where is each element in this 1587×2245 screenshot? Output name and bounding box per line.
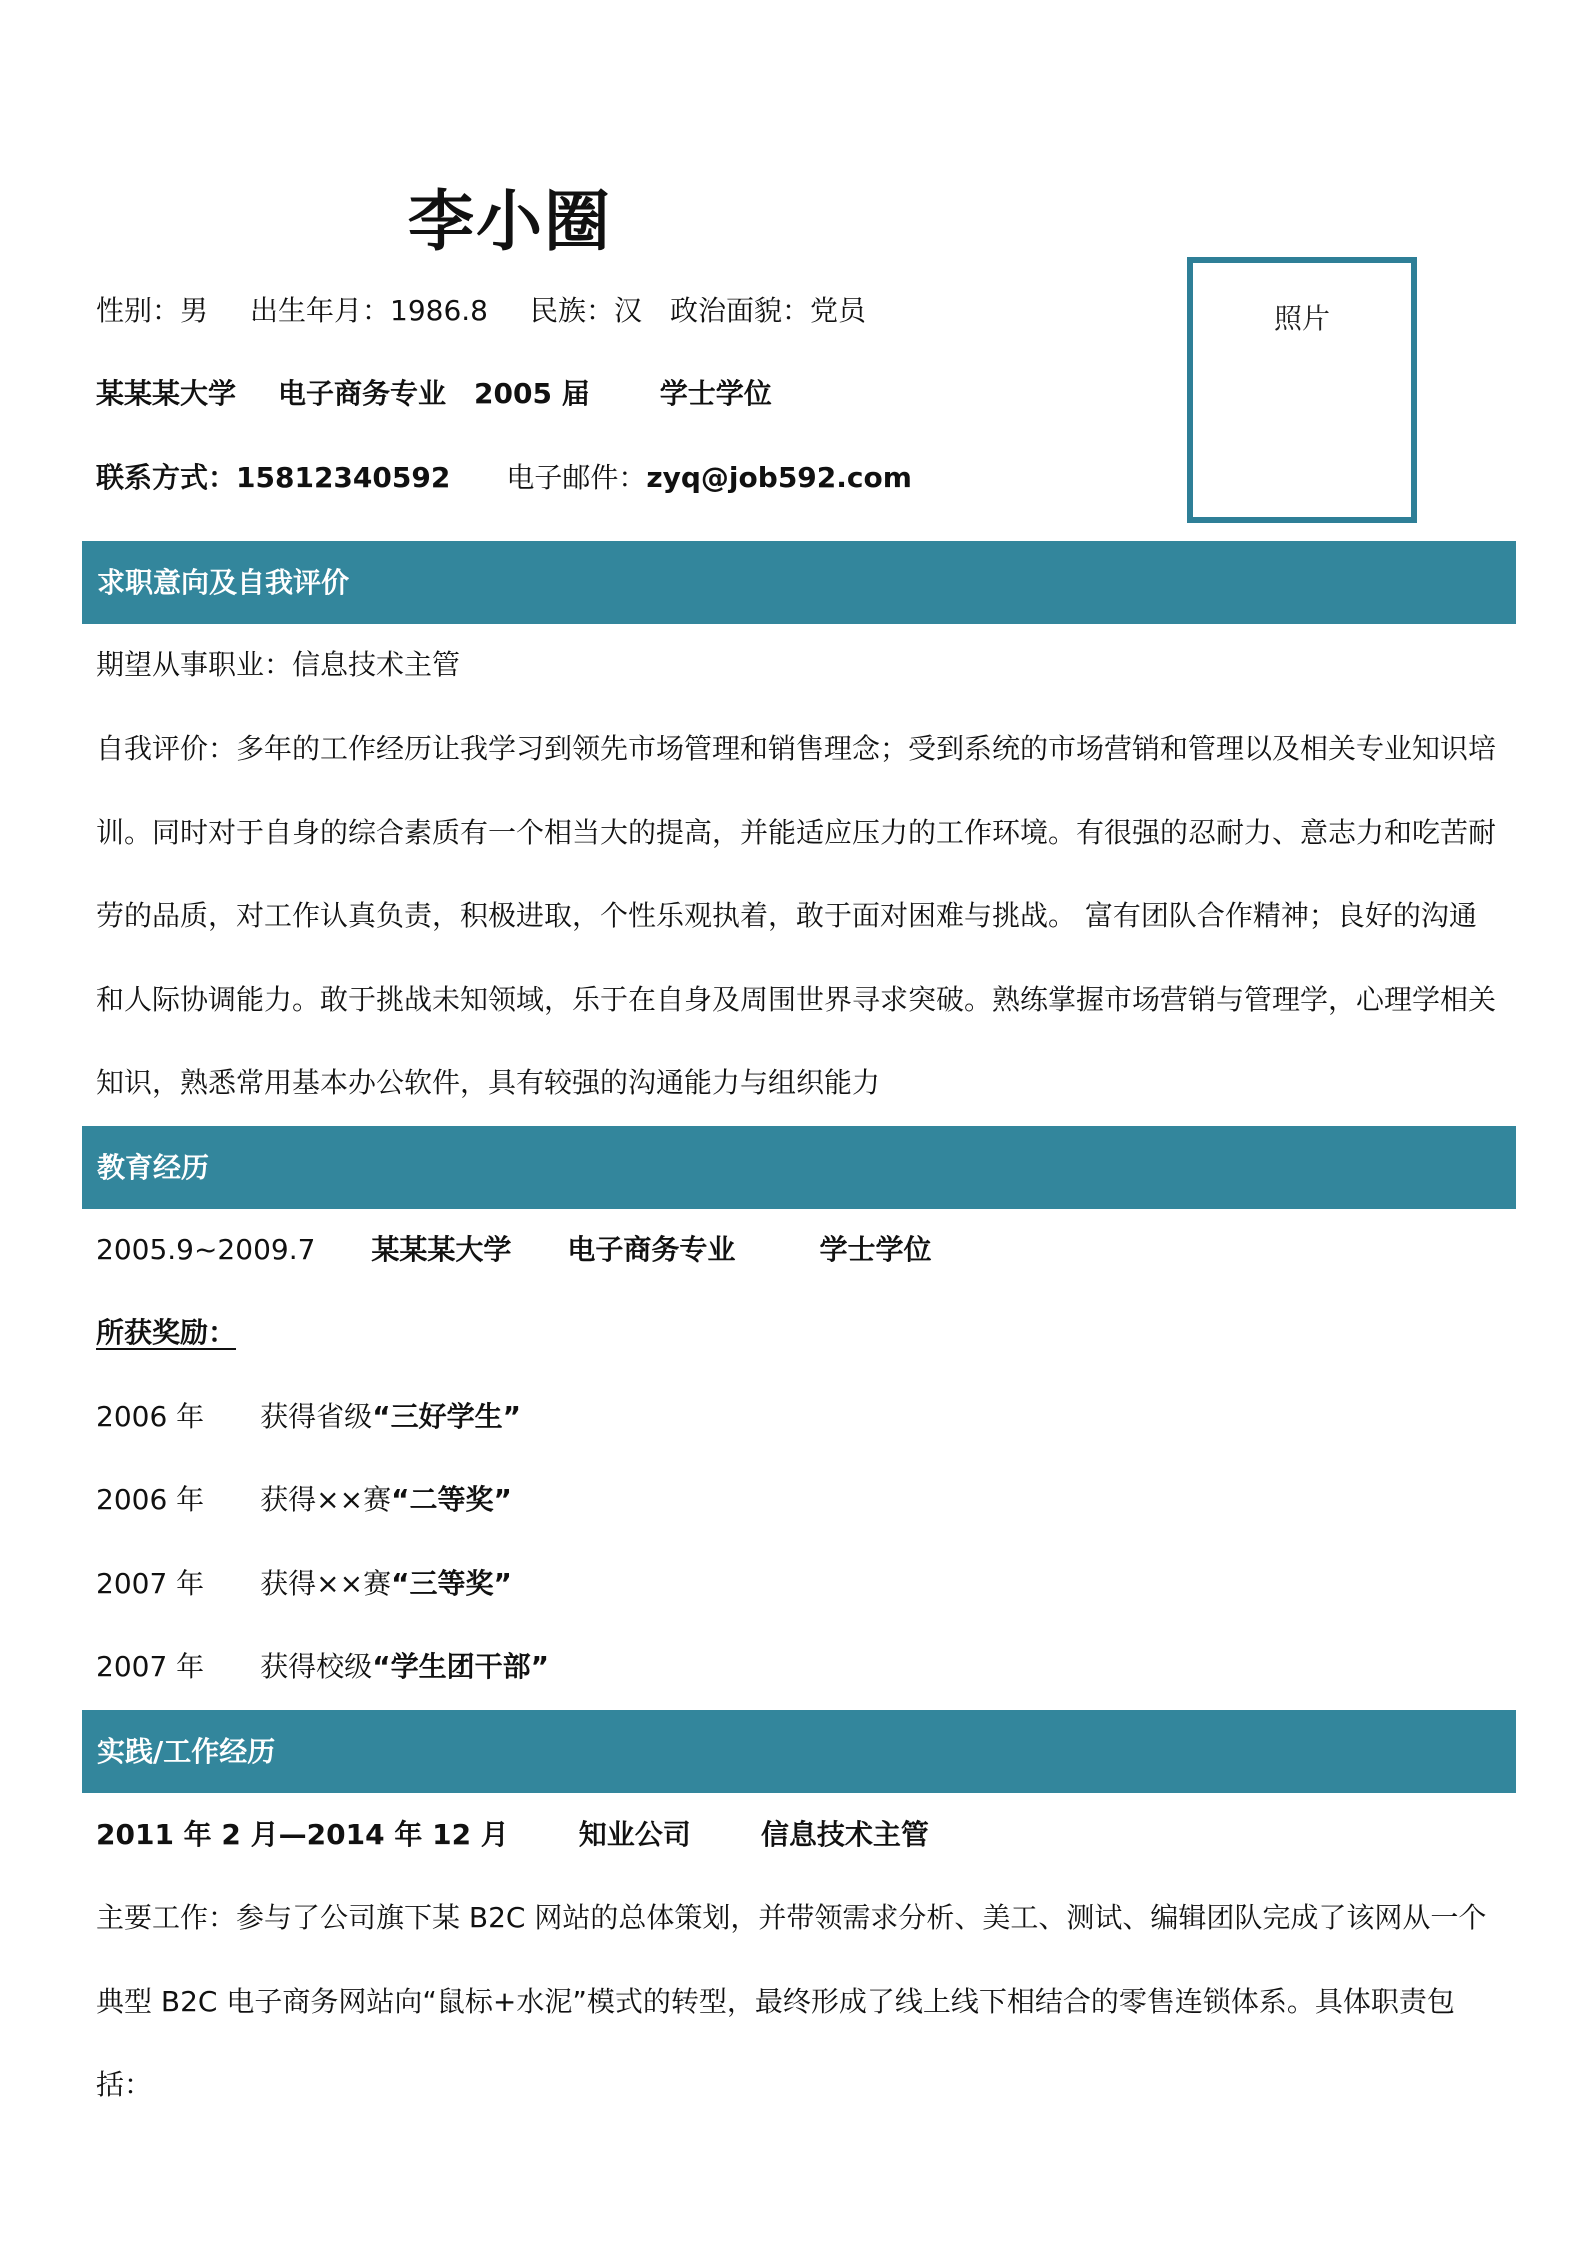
award-name: “学生团干部” [372, 1650, 549, 1683]
work-description-line: 主要工作：参与了公司旗下某 B2C 网站的总体策划，并带领需求分析、美工、测试、编辑团队完成了该网从一个 [96, 1901, 1487, 1934]
major: 电子商务专业 [278, 377, 447, 410]
education-school: 某某某大学 [371, 1233, 512, 1266]
self-evaluation-line: 知识，熟悉常用基本办公软件，具有较强的沟通能力与组织能力 [96, 1066, 881, 1099]
award-year: 2007 年 [96, 1567, 205, 1600]
self-evaluation-line: 劳的品质，对工作认真负责，积极进取，个性乐观执着，敢于面对困难与挑战。 富有团队合作精神；良好的沟通 [96, 899, 1477, 932]
work-company: 知业公司 [578, 1818, 691, 1851]
contact-row [96, 458, 912, 498]
education-period: 2005.9~2009.7 [96, 1233, 316, 1266]
award-item [96, 1397, 521, 1437]
award-name: “三等奖” [391, 1567, 512, 1600]
section-title: 实践/工作经历 [97, 1735, 276, 1768]
ethnicity: 民族：汉 [530, 294, 643, 327]
award-year: 2006 年 [96, 1483, 205, 1516]
school-name: 某某某大学 [96, 377, 237, 410]
work-description [96, 1876, 1506, 2127]
section-title: 教育经历 [97, 1151, 210, 1184]
phone-label: 联系方式： [96, 461, 237, 494]
candidate-name: 李小圈 [408, 183, 612, 260]
work-description-line: 典型 B2C 电子商务网站向“鼠标+水泥”模式的转型，最终形成了线上线下相结合的零售连锁体系。具体职责包括： [96, 1984, 1455, 2101]
award-text: 获得校级 [260, 1650, 373, 1683]
birth-date: 出生年月：1986.8 [250, 294, 488, 327]
degree: 学士学位 [659, 377, 772, 410]
section-header-work [82, 1710, 1516, 1793]
award-text: 获得××赛 [260, 1483, 392, 1516]
phone-number: 15812340592 [236, 461, 451, 494]
self-evaluation [96, 707, 1506, 1125]
work-position: 信息技术主管 [760, 1818, 929, 1851]
school-info-row [96, 374, 772, 414]
self-evaluation-line: 训。同时对于自身的综合素质有一个相当大的提高，并能适应压力的工作环境。有很强的忍耐力、意志力和吃苦耐 [96, 815, 1497, 849]
self-evaluation-line: 和人际协调能力。敢于挑战未知领域，乐于在自身及周围世界寻求突破。熟练掌握市场营销与管理学，心理学相关 [96, 982, 1497, 1016]
award-text: 获得省级 [260, 1400, 373, 1433]
award-name: “三好学生” [372, 1400, 521, 1433]
awards-label: 所获奖励： [96, 1316, 237, 1349]
award-year: 2006 年 [96, 1400, 205, 1433]
education-major: 电子商务专业 [567, 1233, 736, 1266]
photo-label: 照片 [1273, 302, 1330, 335]
email-label: 电子邮件： [506, 461, 647, 494]
section-title: 求职意向及自我评价 [97, 566, 350, 599]
work-period: 2011 年 2 月—2014 年 12 月 [96, 1818, 509, 1851]
award-year: 2007 年 [96, 1650, 205, 1683]
email-address: zyq@job592.com [646, 461, 912, 494]
desired-job: 期望从事职业：信息技术主管 [96, 648, 461, 681]
graduation-class: 2005 届 [474, 377, 590, 410]
basic-info-row [96, 291, 866, 331]
education-degree: 学士学位 [819, 1233, 932, 1266]
work-row [96, 1815, 929, 1855]
education-row [96, 1230, 931, 1270]
award-name: “二等奖” [391, 1483, 512, 1516]
gender: 性别：男 [96, 294, 209, 327]
section-header-education [82, 1126, 1516, 1209]
award-item [96, 1647, 549, 1687]
section-header-intent [82, 541, 1516, 624]
award-item [96, 1480, 512, 1520]
award-item [96, 1564, 512, 1604]
political-status: 政治面貌：党员 [670, 294, 867, 327]
self-evaluation-line: 自我评价：多年的工作经历让我学习到领先市场管理和销售理念；受到系统的市场营销和管理以及相关专业知识培 [96, 732, 1497, 765]
photo-placeholder [1187, 257, 1417, 523]
award-text: 获得××赛 [260, 1567, 392, 1600]
